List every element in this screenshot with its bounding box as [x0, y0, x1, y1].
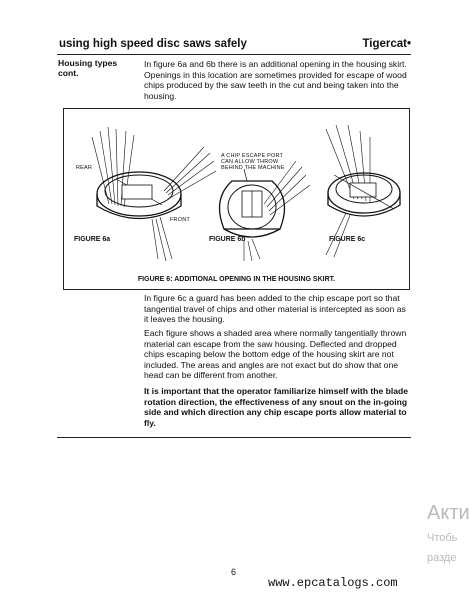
paragraph-important: It is important that the operator familiarize himself with the blade rotation direction, the effectiveness of any snout on the in-going side and which direction any chip escape ports allow material to fly.	[144, 386, 409, 428]
rear-label: REAR	[76, 165, 93, 171]
chip-port-note-line2: CAN ALLOW THROW	[221, 159, 279, 165]
site-url: www.epcatalogs.com	[268, 576, 398, 590]
side-heading-line2: cont.	[58, 68, 79, 78]
paragraph-shaded-area: Each figure shows a shaded area where normally tangentially thrown material can escape from the saw housing. Deflected and dropped chips escaping below the bottom edge of the housing skirt are not included. The areas and angles are not exact but do show that one head can be different from another.	[144, 328, 407, 381]
watermark-line2: Чтобь	[427, 532, 458, 544]
side-heading-line1: Housing types	[58, 58, 118, 68]
chip-port-note-line1: A CHIP ESCAPE PORT	[221, 153, 284, 159]
figure-6a-label: FIGURE 6a	[74, 236, 111, 243]
chip-port-note	[221, 153, 285, 171]
page-header	[57, 38, 411, 55]
chip-port-note-line3: BEHIND THE MACHINE	[221, 165, 285, 171]
watermark-line3: разде	[427, 552, 457, 564]
figure-6b-label: FIGURE 6b	[209, 236, 246, 243]
figure-6a-throw-lines-front	[152, 147, 216, 261]
figure-caption: FIGURE 6: ADDITIONAL OPENING IN THE HOUSING SKIRT.	[137, 276, 336, 283]
figure-6-box	[63, 108, 410, 290]
section-divider	[57, 437, 411, 438]
brand-name: Tigercat•	[362, 38, 411, 50]
front-label: FRONT	[170, 217, 190, 223]
section-title: using high speed disc saws safely	[59, 38, 247, 50]
paragraph-guard: In figure 6c a guard has been added to the chip escape port so that tangential travel of chips and other material is intercepted as soon as it leaves the housing.	[144, 293, 406, 325]
figure-6b-drawing	[220, 161, 311, 261]
figure-6c-label: FIGURE 6c	[329, 236, 366, 243]
watermark-line1: Акти	[427, 502, 470, 524]
figure-6a-drawing	[92, 127, 216, 261]
page-number: 6	[231, 567, 237, 577]
paragraph-intro: In figure 6a and 6b there is an additional opening in the housing skirt. Openings in this location are sometimes provided for escape of wood chips produced by the saw teeth in the cut and being taken into the housing.	[144, 59, 407, 101]
side-heading	[58, 58, 128, 78]
figure-6-illustration	[64, 109, 411, 291]
